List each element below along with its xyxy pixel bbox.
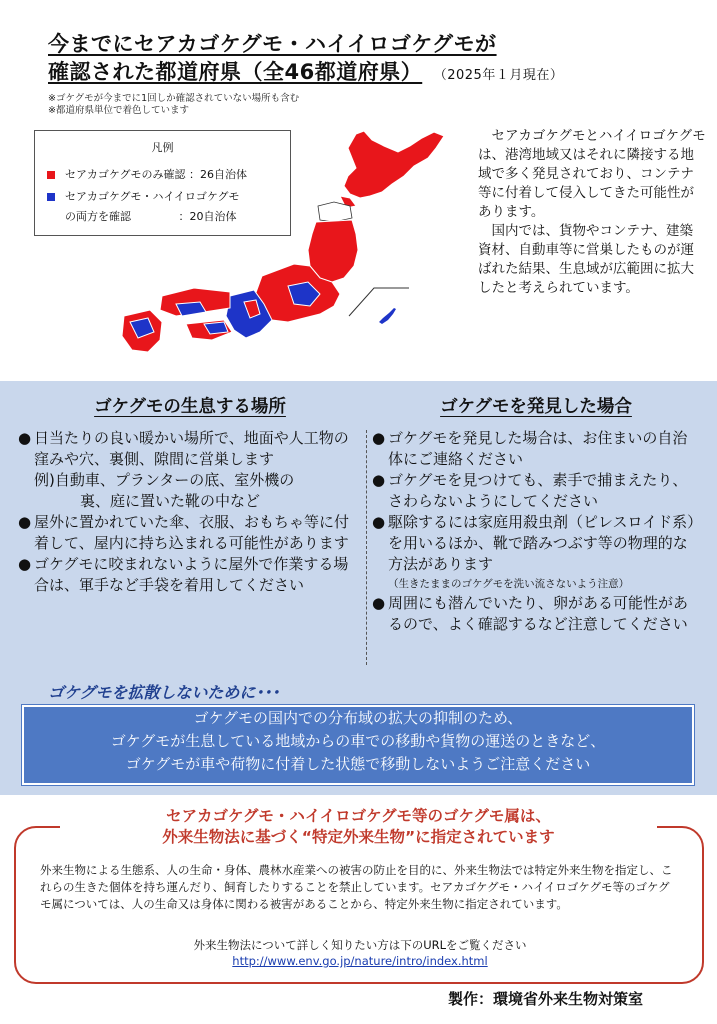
law-heading-line-2: 外来生物法に基づく“特定外来生物”に指定されています [162,828,555,846]
note-1: ※ゴケグモが今までに1回しか確認されていない場所も含む [48,93,300,104]
page-title [48,30,563,90]
list-item: ● ゴケグモを見つけても、素手で捕まえたり、さわらないようにしてください [372,471,688,510]
column-divider [366,430,367,665]
spread-heading: ゴケグモを拡散しないために･･･ [48,683,280,702]
list-item: 例)自動車、プランターの底、室外機の 裏、庭に置いた靴の中など [34,471,295,510]
legend-item-blue [47,187,239,227]
list-item: ● ゴケグモに咬まれないように屋外で作業する場合は、軍手など手袋を着用してください [18,555,349,594]
law-more-text: 外来生物法について詳しく知りたい方は下のURLをご覧ください [193,938,527,952]
list-item: ● 駆除するには家庭用殺虫剤（ピレスロイド系）を用いるほか、靴で踏みつぶす等の物理的な方法があります [372,513,695,573]
list-item: ● 屋外に置かれていた傘、衣服、おもちゃ等に付着して、屋内に持ち込まれる可能性があります [18,513,350,552]
bullet-icon: ● [372,594,386,612]
spread-line-3: ゴケグモが車や荷物に付着した状態で移動しないようご注意ください [125,755,591,773]
bullet-icon: ● [18,429,32,447]
legend-red-swatch [47,171,55,179]
list-item: ● ゴケグモを発見した場合は、お住まいの自治体にご連絡ください [372,429,688,468]
legend-item-red [47,165,247,185]
law-heading-line-1: セアカゴケグモ・ハイイロゴケグモ等のゴケグモ属は、 [166,807,551,825]
bullet-icon: ● [372,471,386,489]
list-item: ● 日当たりの良い暖かい場所で、地面や人工物の窪みや穴、裏側、隙間に営巣します [18,429,349,468]
title-line-1: 今までにセアカゴケグモ・ハイイロゴケグモが [48,32,497,56]
spread-line-2: ゴケグモが生息している地域からの車での移動や貨物の運送のときなど、 [110,732,606,750]
intro-paragraph-2: 国内では、貨物やコンテナ、建築資材、自動車等に営巣したものが運ばれた結果、生息域が広範囲に拡大したと考えられています。 [478,223,694,296]
map-hokkaido [344,131,444,198]
note-2: ※都道府県単位で着色しています [48,105,189,116]
law-heading [60,806,657,848]
title-notes [48,93,299,117]
legend-blue-label-line-2: の両方を確認 ：20自治体 [65,210,237,223]
bullet-icon: ● [18,555,32,573]
found-heading: ゴケグモを発見した場合 [440,397,632,417]
spread-notice [22,705,694,785]
bullet-icon: ● [372,429,386,447]
spread-line-1: ゴケグモの国内での分布域の拡大の抑制のため、 [193,709,523,727]
habitat-list [18,428,358,596]
map-legend [34,130,291,236]
law-more-info [40,937,680,969]
title-date: （2025年１月現在） [440,68,564,83]
list-item: ● 周囲にも潜んでいたり、卵がある可能性があるので、よく確認するなど注意してください [372,594,689,633]
legend-red-label: セアカゴケグモのみ確認 ：26自治体 [65,168,247,181]
law-url-link[interactable]: http://www.env.go.jp/nature/intro/index.html [232,954,488,968]
legend-blue-label-line-1: セアカゴケグモ・ハイイロゴケグモ [65,190,240,203]
bullet-icon: ● [18,513,32,531]
legend-blue-label [65,187,239,227]
law-body: 外来生物による生態系、人の生命・身体、農林水産業への被害の防止を目的に、外来生物法では特定外来生物を指定し、これらの生きた個体を持ち運んだり、飼育したりすることを禁止しています。セアカゴケグモ・ハイイロゴケグモ等のゴケグモ属については、人の生命又は身体に関わる被害があることから、特定外来生物に指定されています。 [40,863,673,911]
legend-title: 凡例 [151,141,174,154]
list-item-note: （生きたままのゴケグモを洗い流さないよう注意） [388,578,630,590]
intro-paragraph-1: セアカゴケグモとハイイロゴケグモは、港湾地域又はそれに隣接する地域で多く発見されており、コンテナ等に付着して侵入してきた可能性があります。 [478,128,706,220]
habitat-heading: ゴケグモの生息する場所 [94,397,286,417]
intro-text [478,127,706,298]
map-aomori [318,202,352,222]
title-line-2: 確認された都道府県（全46都道府県） [48,60,423,84]
footer-credit: 製作：環境省外来生物対策室 [448,990,644,1008]
legend-blue-swatch [47,193,55,201]
found-list [372,428,702,635]
bullet-icon: ● [372,513,386,531]
map-okinawa [379,308,396,324]
